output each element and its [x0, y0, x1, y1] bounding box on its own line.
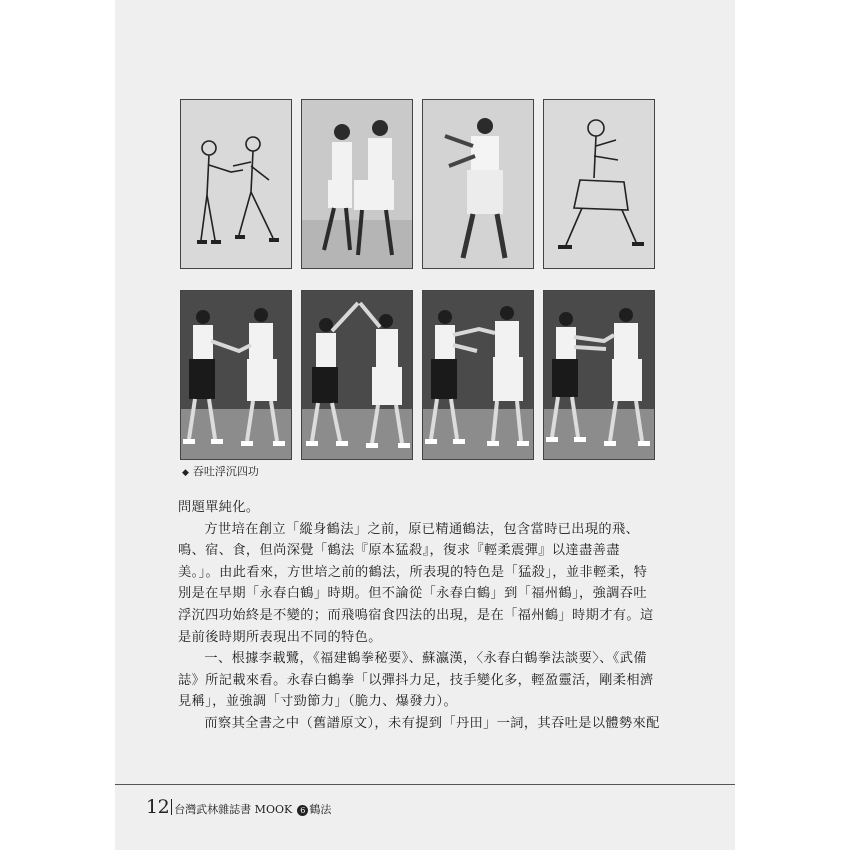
drawing-two-fighters-art	[181, 100, 291, 268]
body-paragraph: 問題單純化。	[178, 500, 260, 515]
footer-subject: 鶴法	[309, 803, 332, 816]
page-number: 12	[146, 796, 170, 818]
footer-series-title: 台灣武林雜誌書 MOOK	[174, 803, 293, 816]
man-in-stance-art	[423, 100, 533, 268]
photo-pair-demo-3	[422, 290, 534, 460]
photo-pair-demo-1	[180, 290, 292, 460]
photo-drawing-single-stance	[543, 99, 655, 269]
issue-number-badge: 6	[297, 805, 308, 816]
pair-demo-1-art	[181, 291, 291, 459]
page-footer	[146, 796, 331, 818]
pair-demo-4-art	[544, 291, 654, 459]
drawing-single-stance-art	[544, 100, 654, 268]
body-paragraph: 而察其全書之中（舊譜原文），未有提到「丹田」一詞，其吞吐是以體勢來配	[204, 715, 660, 731]
photo-pair-demo-2	[301, 290, 413, 460]
two-men-sparring-art	[302, 100, 412, 268]
photo-drawing-two-fighters	[180, 99, 292, 269]
article-body	[178, 497, 660, 735]
photo-caption	[182, 463, 259, 479]
footer-divider	[171, 799, 172, 815]
photo-man-in-stance	[422, 99, 534, 269]
photo-two-men-sparring	[301, 99, 413, 269]
footer-rule	[115, 784, 735, 785]
pair-demo-2-art	[302, 291, 412, 459]
caption-text: 吞吐浮沉四功	[192, 465, 259, 478]
photo-pair-demo-4	[543, 290, 655, 460]
body-paragraph: 一、根據李載鷺，《福建鶴拳秘要》、蘇瀛漢，〈永春白鶴拳法談要〉、《武備誌》所記載來看。永春白鶴拳「以彈抖力足，技手變化多，輕盈靈活，剛柔相濟見稱」，並強調「寸勁節力」（脆力、爆發力）。	[178, 651, 654, 710]
pair-demo-3-art	[423, 291, 533, 459]
body-paragraph: 方世培在創立「縱身鶴法」之前，原已精通鶴法，包含當時已出現的飛、鳴、宿、食，但尚深覺「鶴法『原本猛殺』，復求『輕柔震彈』以達盡善盡美。」。由此看來，方世培之前的鶴法，所表現的特色是「猛殺」，並非輕柔，特別是在早期「永春白鶴」時期。但不論從「永春白鶴」到「福州鶴」，強調吞吐浮沉四功始終是不變的；而飛鳴宿食四法的出現，是在「福州鶴」時期才有。這是前後時期所表現出不同的特色。	[178, 521, 654, 645]
caption-diamond-icon: ◆	[182, 468, 189, 478]
